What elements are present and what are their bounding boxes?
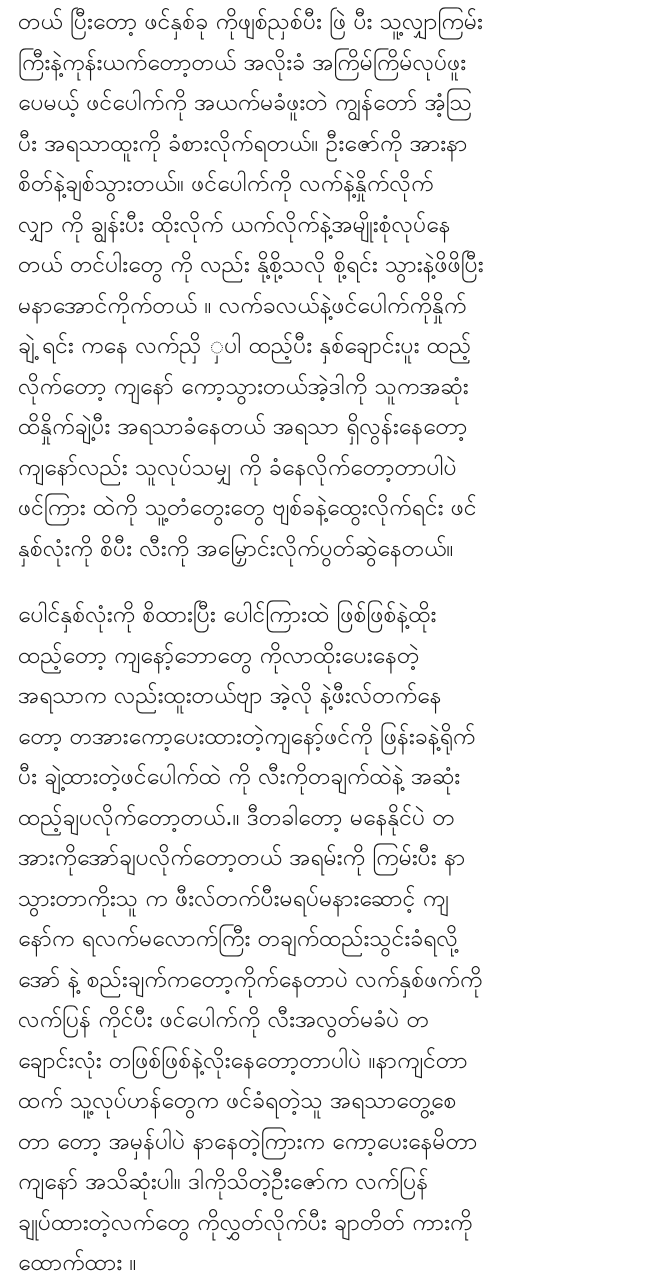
body-paragraph-1: တယ် ပြီးတော့ ဖင်နှစ်ခု ကိုဖျစ်ညှစ်ပီး ဖြဲ ပီး သူ့လျှာကြမ်း ကြီးနဲ့ကုန်းယက်တော့တယ် အလိုးခံ အကြိမ်ကြိမ်လုပ်ဖူး ပေမယ့် ဖင်ပေါက်ကို အယက်မခံဖူးတဲ ကျွန်တော် အံ့သြ ပီး အရသာထူးကို ခံစားလိုက်ရတယ်။ ဦးဇော်ကို အားနာ စိတ်နဲ့ချစ်သွားတယ်။ ဖင်ပေါက်ကို လက်နဲ့နှိုက်လိုက် လျှာ ကို ချွန်းပီး ထိုးလိုက် ယက်လိုက်နဲ့အမျိုးစုံလုပ်နေ တယ် တင်ပါးတွေ ကို လည်း နို့စို့သလို စို့ရင်း သွားနဲ့ဖိဖိပြီး မနာအောင်ကိုက်တယ် ။ လက်ခလယ်နဲ့ဖင်ပေါက်ကိုနှိုက် ချဲ့ ရင်း ကနေ လက်ညှိ ှပါ ထည့်ပီး နှစ်ချောင်းပူး ထည့် လိုက်တော့ ကျနော် ကော့သွားတယ်အဲ့ဒါကို သူကအဆုံး ထိနှိုက်ချဲ့ပီး အရသာခံနေတယ် အရသာ ရှိလွန်းနေတော့ ကျနော်လည်း သူလုပ်သမျှ ကို ခံနေလိုက်တော့တာပါပဲ ဖင်ကြား ထဲကို သူ့တံတွေးတွေ ဗျစ်ခနဲ့ထွေးလိုက်ရင်း ဖင် နှစ်လုံးကို စိပီး လီးကို အမြှောင်းလိုက်ပွတ်ဆွဲနေတယ်။ — [18, 9, 484, 562]
body-paragraph-2: ပေါင်နှစ်လုံးကို စိထားပြီး ပေါင်ကြားထဲ ဖြစ်ဖြစ်နဲ့ထိုး ထည့်တော့ ကျနော့်ဘောတွေ ကိုလာထိုးပေးနေတဲ့ အရသာက လည်းထူးတယ်ဗျာ အဲ့လို နဲ့ဖီးလ်တက်နေ တော့ တအားကော့ပေးထားတဲ့ကျနော့်ဖင်ကို ဖြန်းခနဲ့ရိုက် ပီး ချဲ့ထားတဲ့ဖင်ပေါက်ထဲ ကို လီးကိုတချက်ထဲနဲ့ အဆုံး ထည့်ချပလိုက်တော့တယ်.။ ဒီတခါတော့ မနေနိုင်ပဲ တ အားကိုအော်ချပလိုက်တော့တယ် အရမ်းကို ကြမ်းပီး နာ သွားတာကိုးသူ က ဖီးလ်တက်ပီးမရပ်မနားဆောင့် ကျ နော်က ရလက်မလောက်ကြီး တချက်ထည်းသွင်းခံရလို့ အော် နဲ့ စည်းချက်ကတော့ကိုက်နေတာပဲ လက်နှစ်ဖက်ကို လက်ပြန် ကိုင်ပီး ဖင်ပေါက်ကို လီးအလွတ်မခံပဲ တ ချောင်းလုံး တဖြစ်ဖြစ်နဲ့လိုးနေတော့တာပါပဲ ။နာကျင်တာ ထက် သူ့လုပ်ဟန်တွေက ဖင်ခံရတဲ့သူ အရသာတွေ့စေ တာ တော့ အမှန်ပါပဲ နာနေတဲ့ကြားက ကော့ပေးနေမိတာ ကျနော် အသိဆုံးပါ။ ဒါကိုသိတဲ့ဦးဇော်က လက်ပြန် ချုပ်ထားတဲ့လက်တွေ ကိုလွှတ်လိုက်ပီး ချာတိတ် ကားကို ထောက်ထား ။ — [18, 602, 483, 1276]
